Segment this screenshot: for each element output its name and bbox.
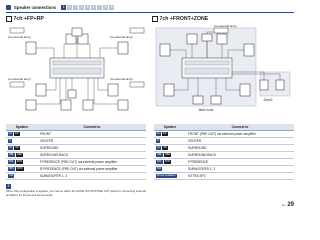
speaker-code-cell (154, 138, 186, 145)
external-amp-box (130, 28, 144, 33)
speaker-code-badge: Zone2 speakers (157, 174, 176, 178)
table-row (6, 138, 146, 145)
connect-to-cell: SURROUND (38, 145, 146, 152)
ext-amp-label: (to external amp) (214, 24, 237, 28)
speaker-code-badge: SL (9, 146, 13, 150)
table-row (154, 138, 294, 145)
section-header (6, 3, 114, 11)
speaker-sbr (211, 96, 221, 104)
step-box: 3 (74, 4, 77, 9)
speaker-zone2-right (276, 80, 284, 90)
note-icon: ! (7, 184, 10, 188)
ext-amp-label: (to external amp) (8, 77, 31, 81)
right-connection-diagram (152, 24, 294, 112)
table-row (6, 131, 146, 138)
connect-to-cell: SUBWOOFER 1, 2 (186, 166, 294, 173)
receiver-rear-panel (182, 58, 232, 78)
header-divider (6, 12, 294, 13)
connect-to-cell: SURROUND (186, 145, 294, 152)
external-amp-box (130, 82, 144, 87)
connect-to-cell: F.PRESENCE (PRE OUT) via external power amplifier (38, 159, 146, 166)
speaker-code-badge: SBR (164, 153, 171, 157)
table-row (6, 159, 146, 166)
ext-amp-label: (to external amp) (8, 35, 31, 39)
speaker-code-badge: FPL (9, 160, 14, 164)
speaker-code-badge: SBL (9, 153, 14, 157)
note-block (6, 184, 146, 197)
step-box: 4 (80, 4, 83, 9)
table-row (6, 152, 146, 159)
table-row (154, 131, 294, 138)
speaker-code-badge: SL (157, 146, 161, 150)
speaker-fl (160, 44, 170, 56)
speaker-code-badge: SW (9, 174, 14, 178)
main-zone-label: Main zone (198, 108, 214, 112)
speaker-code-badge: C (9, 139, 11, 143)
table-row (6, 145, 146, 152)
table-row (154, 173, 294, 180)
checkbox-icon (152, 16, 158, 22)
speaker-code-badge: FPL (157, 160, 162, 164)
connect-to-cell: F.PRESENCE (186, 159, 294, 166)
speaker-code-badge: C (157, 139, 159, 143)
speaker-code-cell (6, 152, 38, 159)
page-number: 29 (287, 202, 294, 208)
speaker-zone2-left (260, 80, 268, 90)
connect-column-header: Connect to (186, 124, 294, 131)
speaker-fr (244, 44, 254, 56)
zone2-label: Zone2 (263, 98, 273, 102)
speaker-sr (108, 84, 118, 96)
table-row (154, 159, 294, 166)
external-amp-box (10, 28, 24, 33)
table-row (6, 166, 146, 173)
speaker-sbl (61, 100, 71, 110)
speaker-code-badge: SR (15, 146, 19, 150)
speaker-sbl (193, 96, 203, 104)
ext-amp-label: (to external amp) (110, 35, 133, 39)
right-speaker-table (154, 124, 294, 180)
section-title: Speaker connections (14, 4, 57, 10)
speaker-code-badge: FPR (16, 160, 22, 164)
speaker-code-badge: FPR (164, 160, 170, 164)
speaker-code-badge: SR (163, 146, 167, 150)
left-section-title (6, 16, 44, 22)
speaker-code-cell (6, 145, 38, 152)
speaker-code-cell (154, 131, 186, 138)
step-box: 9 (110, 4, 113, 9)
speaker-code-badge: SW (157, 167, 162, 171)
speaker-code-cell (6, 173, 38, 180)
speaker-code-cell (154, 166, 186, 173)
step-box: 6 (92, 4, 95, 9)
speaker-code-cell (154, 159, 186, 166)
note-text: When this configuration is applied, you cannot utilize the ZONE OUTPUT/PRE OUT jacks for connecting external amplifiers for Zone2 and Zone3 audio. (6, 189, 146, 197)
connect-to-cell: R.PRESENCE (PRE OUT) via external power amplifier (38, 166, 146, 173)
connect-column-header: Connect to (38, 124, 146, 131)
speaker-rpl (26, 100, 36, 110)
speaker-rpr (118, 100, 128, 110)
speaker-code-badge: FR (163, 132, 167, 136)
speaker-sbr (83, 100, 93, 110)
speaker-column-header: Speaker (6, 124, 38, 131)
speaker-code-cell (6, 138, 38, 145)
step-indicator (61, 5, 114, 10)
connect-to-cell: CENTER (38, 138, 146, 145)
step-box: 5 (86, 4, 89, 9)
external-amp-box (10, 82, 24, 87)
speaker-code-cell (6, 159, 38, 166)
connect-to-cell: EXTRA SP2 (186, 173, 294, 180)
speaker-sl (164, 84, 174, 96)
speaker-section-icon (6, 5, 11, 10)
speaker-sl (36, 84, 46, 96)
speaker-sr (240, 84, 250, 96)
speaker-code-cell (154, 152, 186, 159)
ext-amp-label: (to external amp) (110, 77, 133, 81)
speaker-code-badge: FL (9, 132, 13, 136)
speaker-code-cell (154, 173, 186, 180)
speaker-code-badge: FL (157, 132, 161, 136)
left-connection-diagram (6, 24, 148, 112)
right-section-label: 7ch +FRONT+ZONE (159, 16, 209, 22)
speaker-column-header: Speaker (154, 124, 186, 131)
speaker-code-cell (6, 166, 38, 173)
page-footer (282, 202, 294, 208)
table-row (154, 166, 294, 173)
speaker-code-cell (6, 131, 38, 138)
speaker-code-badge: RPR (17, 167, 23, 171)
external-amp-box (214, 28, 228, 33)
checkbox-icon (6, 16, 12, 22)
speaker-fr (118, 42, 128, 54)
speaker-code-badge: SBL (157, 153, 162, 157)
speaker-fpr (217, 34, 227, 44)
step-box: 2 (68, 4, 71, 9)
receiver-rear-panel (50, 58, 104, 78)
step-box: 8 (104, 4, 107, 9)
table-row (154, 145, 294, 152)
speaker-fl (26, 42, 36, 54)
speaker-code-badge: FR (15, 132, 19, 136)
connect-to-cell: FRONT (PRE OUT) via external power amplifier (186, 131, 294, 138)
speaker-center (72, 28, 82, 36)
table-row (154, 152, 294, 159)
speaker-code-cell (154, 145, 186, 152)
speaker-fpl (187, 34, 197, 44)
connect-to-cell: SUBWOOFER 1, 2 (38, 173, 146, 180)
speaker-center (202, 34, 212, 41)
connect-to-cell: SURROUND BACK (38, 152, 146, 159)
left-speaker-table (6, 124, 146, 180)
step-box: 7 (98, 4, 101, 9)
connect-to-cell: SURROUND BACK (186, 152, 294, 159)
language-code: En (281, 203, 286, 207)
connect-to-cell: CENTER (186, 138, 294, 145)
left-section-label: 7ch +FP+RP (13, 16, 44, 22)
speaker-code-badge: RPL (9, 167, 15, 171)
speaker-subwoofer (68, 90, 76, 98)
step-box: 1 (62, 4, 65, 9)
right-section-title (152, 16, 208, 22)
connect-to-cell: FRONT (38, 131, 146, 138)
table-row (6, 173, 146, 180)
speaker-code-badge: SBR (16, 153, 23, 157)
